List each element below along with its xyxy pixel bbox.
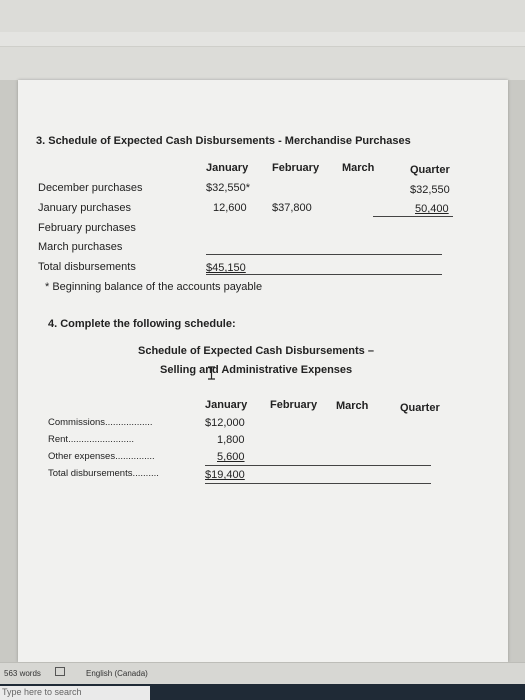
s3-col-february: February: [272, 162, 320, 174]
s4-row-label: Total disbursements..........: [48, 468, 159, 479]
s4-col-march: March: [336, 400, 369, 412]
underline: [205, 465, 431, 466]
s3-col-january: January: [206, 162, 249, 174]
s4-row-label: Rent.........................: [48, 434, 135, 445]
s3-cell-total: $45,150: [206, 262, 246, 274]
s3-row-label: January purchases: [38, 202, 131, 214]
s3-row-label: December purchases: [38, 182, 143, 194]
horizontal-ruler[interactable]: [0, 32, 525, 47]
s3-row-label: February purchases: [38, 222, 136, 234]
schedule-title-line2: Selling and Administrative Expenses: [160, 364, 353, 376]
word-count[interactable]: 563 words: [4, 669, 41, 678]
document-page[interactable]: [18, 80, 508, 662]
taskbar-search-input[interactable]: [0, 686, 150, 700]
s3-cell: $32,550*: [206, 182, 251, 194]
underline: [206, 274, 442, 275]
s4-cell: 5,600: [217, 451, 245, 463]
section4-title: 4. Complete the following schedule:: [48, 318, 236, 330]
s4-row-label: Commissions..................: [48, 417, 153, 428]
s4-cell: $12,000: [205, 417, 245, 429]
underline: [373, 216, 453, 217]
s3-cell: 50,400: [415, 203, 449, 215]
search-placeholder: Type here to search: [2, 687, 82, 697]
s3-footnote: * Beginning balance of the accounts payable: [45, 281, 263, 293]
language-indicator[interactable]: English (Canada): [86, 669, 148, 678]
s3-col-march: March: [342, 162, 375, 174]
s3-row-label: March purchases: [38, 241, 123, 253]
text-cursor-icon: [207, 366, 216, 380]
s3-cell: 12,600: [213, 202, 247, 214]
status-bar: [0, 662, 525, 685]
s4-cell: 1,800: [217, 434, 245, 446]
s3-cell: $32,550: [410, 184, 450, 196]
proofing-icon[interactable]: [55, 667, 65, 676]
s4-col-february: February: [270, 399, 318, 411]
schedule-title-line1: Schedule of Expected Cash Disbursements –: [138, 345, 374, 357]
s4-col-quarter: Quarter: [400, 402, 440, 414]
s3-col-quarter: Quarter: [410, 164, 450, 176]
s4-col-january: January: [205, 399, 248, 411]
toolbar-area: [0, 0, 525, 80]
s4-cell-total: $19,400: [205, 469, 245, 481]
s3-cell: $37,800: [272, 202, 312, 214]
underline: [206, 254, 442, 255]
s3-row-label: Total disbursements: [38, 261, 136, 273]
underline: [205, 483, 431, 484]
section3-title: 3. Schedule of Expected Cash Disbursements - Merchandise Purchases: [36, 135, 411, 147]
s4-row-label: Other expenses...............: [48, 451, 155, 462]
